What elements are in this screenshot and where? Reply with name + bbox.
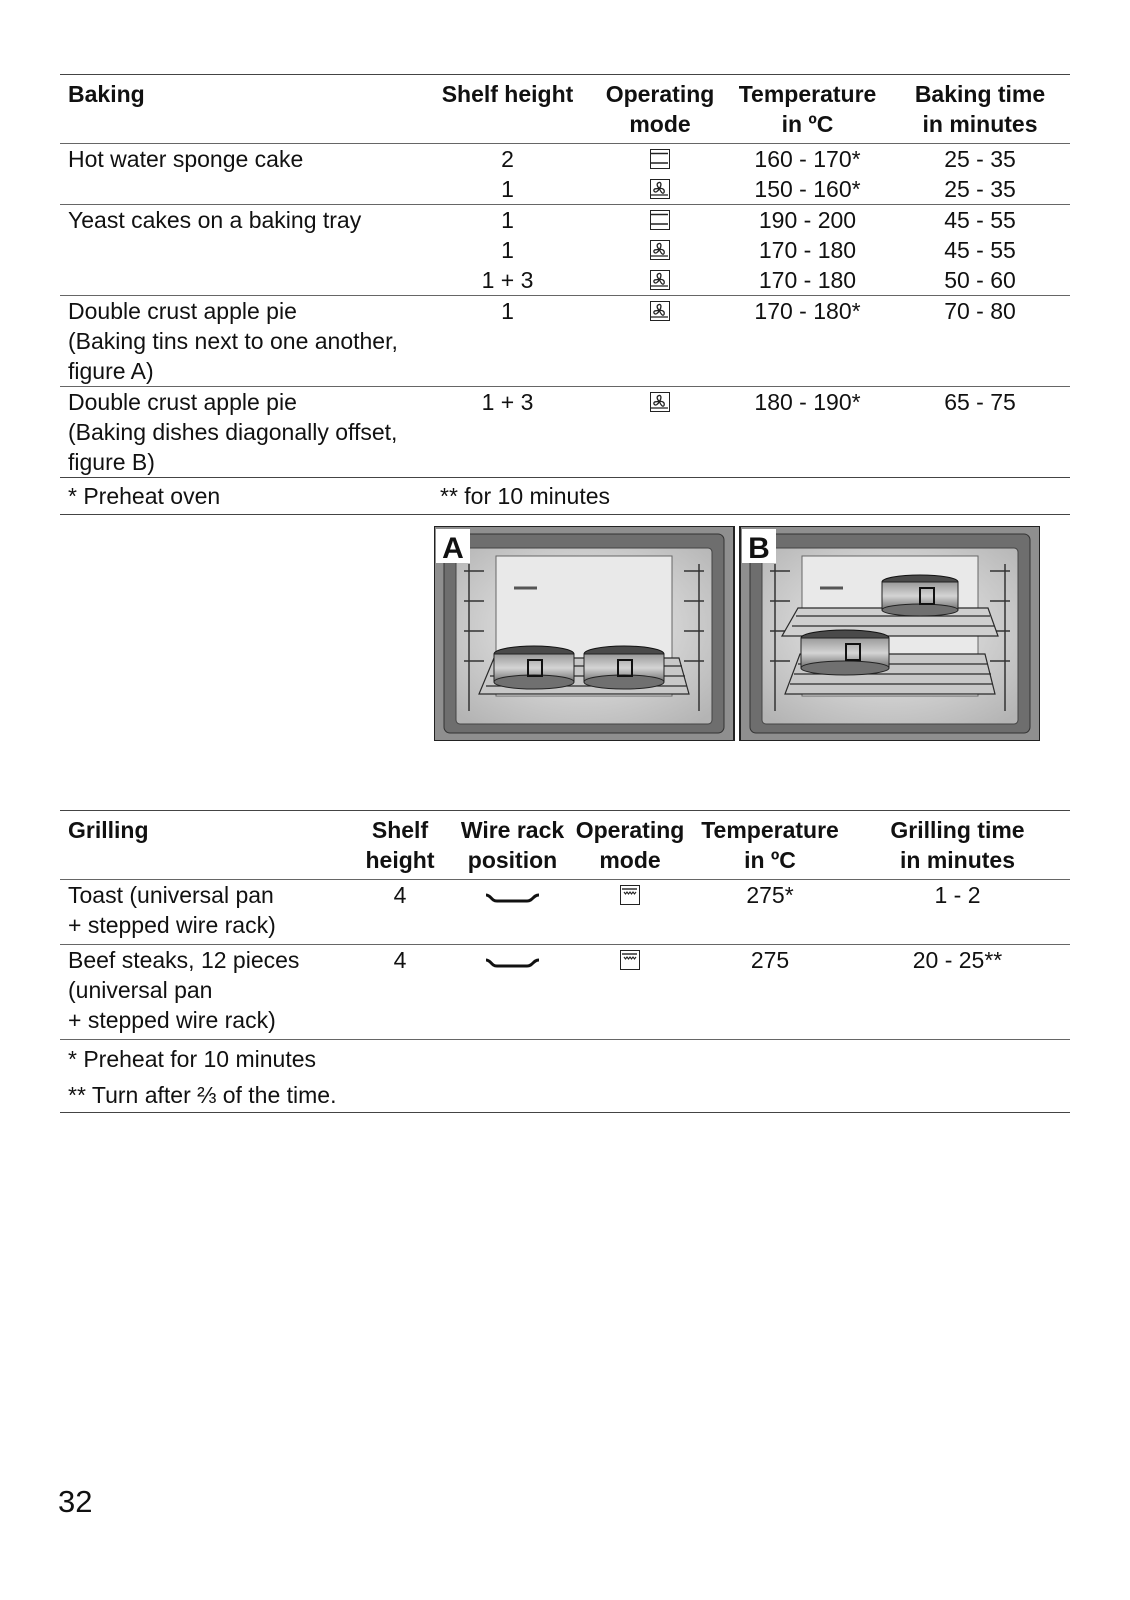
- temperature: 150 - 160*: [754, 176, 861, 202]
- operating-mode: [595, 387, 725, 478]
- temperature: 170 - 180: [758, 237, 857, 263]
- table-row: [60, 296, 1070, 387]
- operating-mode: [595, 144, 725, 175]
- grilling-table: [60, 810, 1070, 1113]
- footnote-row: [60, 1040, 1070, 1075]
- footnote-row: [60, 1074, 1070, 1113]
- operating-mode: [595, 235, 725, 265]
- footnote-duration: ** for 10 minutes: [420, 478, 1070, 515]
- temperature: 275: [695, 945, 845, 1040]
- footnote-turn: ** Turn after ⅔ of the time.: [68, 1082, 337, 1108]
- baking-time: 45 - 55: [944, 237, 1016, 263]
- shelf-height: 4: [340, 880, 460, 945]
- operating-mode: [565, 945, 695, 1040]
- grill-icon: [620, 950, 640, 970]
- operating-mode: [595, 265, 725, 296]
- table-row: [60, 880, 1070, 945]
- top-bottom-heating-icon: [650, 149, 670, 169]
- baking-header-dish: Baking: [68, 81, 145, 107]
- grilling-header-temperature: Temperature in ºC: [701, 817, 839, 873]
- baking-tin: [882, 575, 958, 616]
- hot-air-icon: [650, 179, 670, 199]
- grilling-header-mode: Operating mode: [575, 817, 685, 873]
- figure-a: [434, 526, 734, 741]
- baking-time: 25 - 35: [890, 144, 1070, 175]
- baking-tin: [801, 630, 889, 675]
- baking-time: 65 - 75: [890, 387, 1070, 478]
- baking-time: 45 - 55: [890, 205, 1070, 236]
- baking-header-temperature: Temperature in ºC: [738, 81, 877, 137]
- hot-air-icon: [650, 240, 670, 260]
- grilling-header-time: Grilling time in minutes: [890, 817, 1025, 873]
- shelf-height: 2: [420, 144, 595, 175]
- grilling-time: 1 - 2: [845, 880, 1070, 945]
- page-number: 32: [58, 1484, 93, 1519]
- grilling-header-rack: Wire rack position: [460, 817, 565, 873]
- baking-time: 25 - 35: [944, 176, 1016, 202]
- operating-mode: [595, 296, 725, 387]
- temperature: 160 - 170*: [725, 144, 890, 175]
- operating-mode: [595, 174, 725, 205]
- baking-tin: [584, 646, 664, 689]
- grilling-time: 20 - 25**: [845, 945, 1070, 1040]
- baking-time: 50 - 60: [944, 267, 1016, 293]
- shelf-height: 1: [420, 205, 595, 236]
- grill-icon: [620, 885, 640, 905]
- top-bottom-heating-icon: [650, 210, 670, 230]
- operating-mode: [595, 205, 725, 236]
- dish-name: Toast (universal pan + stepped wire rack): [60, 880, 340, 945]
- shelf-height: 1 + 3: [420, 387, 595, 478]
- hot-air-icon: [650, 270, 670, 290]
- hot-air-icon: [650, 392, 670, 412]
- table-row: [60, 144, 1070, 175]
- dish-name: Double crust apple pie (Baking tins next to one another, figure A): [60, 296, 420, 387]
- dish-name: Hot water sponge cake: [60, 144, 420, 205]
- dish-name: Yeast cakes on a baking tray: [60, 205, 420, 296]
- stepped-rack-icon: [483, 887, 543, 907]
- temperature: 180 - 190*: [725, 387, 890, 478]
- figure-a-label: A: [442, 532, 464, 565]
- baking-header-mode: Operating mode: [605, 81, 715, 137]
- temperature: 190 - 200: [725, 205, 890, 236]
- table-row: [60, 387, 1070, 478]
- temperature: 170 - 180: [758, 267, 857, 293]
- footnote-preheat: * Preheat for 10 minutes: [60, 1040, 1070, 1075]
- footnote-row: [60, 478, 1070, 515]
- shelf-height: 4: [340, 945, 460, 1040]
- shelf-height: 1 + 3: [481, 267, 534, 293]
- footnote-preheat: * Preheat oven: [60, 478, 420, 515]
- baking-header-shelf: Shelf height: [441, 81, 574, 107]
- stepped-rack-icon: [483, 952, 543, 972]
- baking-table: [60, 74, 1070, 515]
- temperature: 275*: [695, 880, 845, 945]
- baking-tin: [494, 646, 574, 689]
- oven-figures: [434, 526, 1040, 741]
- wire-rack-position: [460, 880, 565, 945]
- table-row: [60, 205, 1070, 236]
- grilling-header-shelf: Shelf height: [365, 817, 435, 873]
- shelf-height: 1: [420, 296, 595, 387]
- dish-name: Beef steaks, 12 pieces (universal pan + stepped wire rack): [60, 945, 340, 1040]
- baking-time: 70 - 80: [890, 296, 1070, 387]
- baking-header-time: Baking time in minutes: [914, 81, 1046, 137]
- operating-mode: [565, 880, 695, 945]
- dish-name: Double crust apple pie (Baking dishes diagonally offset, figure B): [60, 387, 420, 478]
- grilling-header-dish: Grilling: [68, 817, 149, 843]
- hot-air-icon: [650, 301, 670, 321]
- figure-b-label: B: [748, 532, 770, 565]
- shelf-height: 1: [501, 237, 514, 263]
- table-row: [60, 945, 1070, 1040]
- temperature: 170 - 180*: [725, 296, 890, 387]
- wire-rack-position: [460, 945, 565, 1040]
- figure-b: [740, 526, 1040, 741]
- shelf-height: 1: [501, 176, 514, 202]
